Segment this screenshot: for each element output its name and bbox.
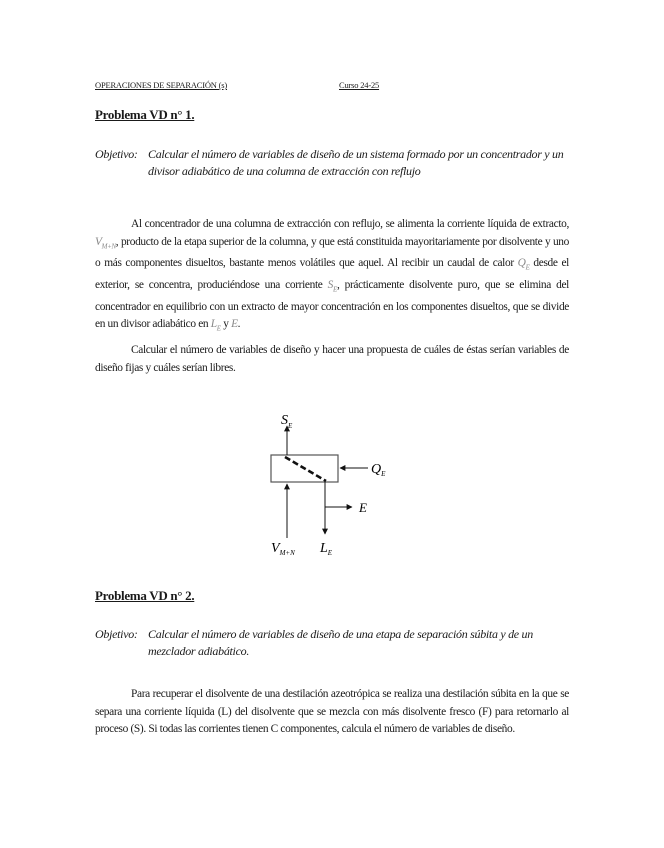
objective-label: Objetivo: — [95, 627, 138, 641]
concentrator-box — [271, 455, 338, 482]
divider-line — [285, 457, 326, 481]
problem-1-objective — [95, 146, 571, 180]
problem-1-paragraph-1: Al concentrador de una columna de extracción con reflujo, se alimenta la corriente líquida de extracto, $V_{M+N}$, producto de la etapa superior de la columna, y que está constituida mayoritariamente por disolvente y uno o más componentes disueltos, bastante menos volátiles que aquel. Al recibir un caudal de calor $Q_E$ desde el exterior, se concentra, produciéndose una corriente $S_E$, prácticamente disolvente puro, que se elimina del concentrador en equilibrio con un extracto de mayor concentración en los componentes disueltos, que se divide en un divisor adiabático en $L_E$ y E. — [95, 218, 569, 333]
var-le: $L_E$ — [210, 318, 221, 333]
var-se: $S_E$ — [327, 279, 337, 294]
problem-1-paragraph-2: Calcular el número de variables de diseño y hacer una propuesta de cuáles de éstas serían variables de diseño fijas y cuáles serían libres. — [95, 344, 569, 374]
header-course-title: OPERACIONES DE SEPARACIÓN (s) — [95, 80, 228, 90]
objective-text: Calcular el número de variables de diseño de un sistema formado por un concentrador y un divisor adiabático de una columna de extracción con reflujo — [148, 147, 564, 178]
problem-2-title: Problema VD n° 2. — [95, 588, 195, 603]
problem-1-title: Problema VD n° 1. — [95, 107, 195, 122]
objective-text: Calcular el número de variables de diseño de una etapa de separación súbita y de un mezclador adiabático. — [148, 627, 533, 658]
label-v: $V_{M+N}$ — [271, 541, 295, 557]
var-v-mn: $V_{M+N}$ — [95, 235, 116, 250]
label-se: $S_E$ — [281, 413, 293, 430]
problem-2-objective — [95, 626, 571, 660]
label-e: E — [359, 500, 367, 515]
var-e: E — [231, 318, 238, 331]
objective-label: Objetivo: — [95, 147, 138, 161]
label-qe: $Q_E$ — [371, 462, 386, 478]
header-course-year: Curso 24-25 — [339, 80, 380, 90]
problem-2-paragraph-1: Para recuperar el disolvente de una destilación azeotrópica se realiza una destilación súbita en la que se separa una corriente líquida (L) del disolvente que se mezcla con más disolvente fresco (F) para retornarlo al proceso (S). Si todas las corrientes tienen C componentes, calcula el número de variables de diseño. — [95, 688, 569, 735]
label-le: $L_E$ — [320, 541, 333, 557]
var-qe: $Q_E$ — [517, 257, 530, 272]
